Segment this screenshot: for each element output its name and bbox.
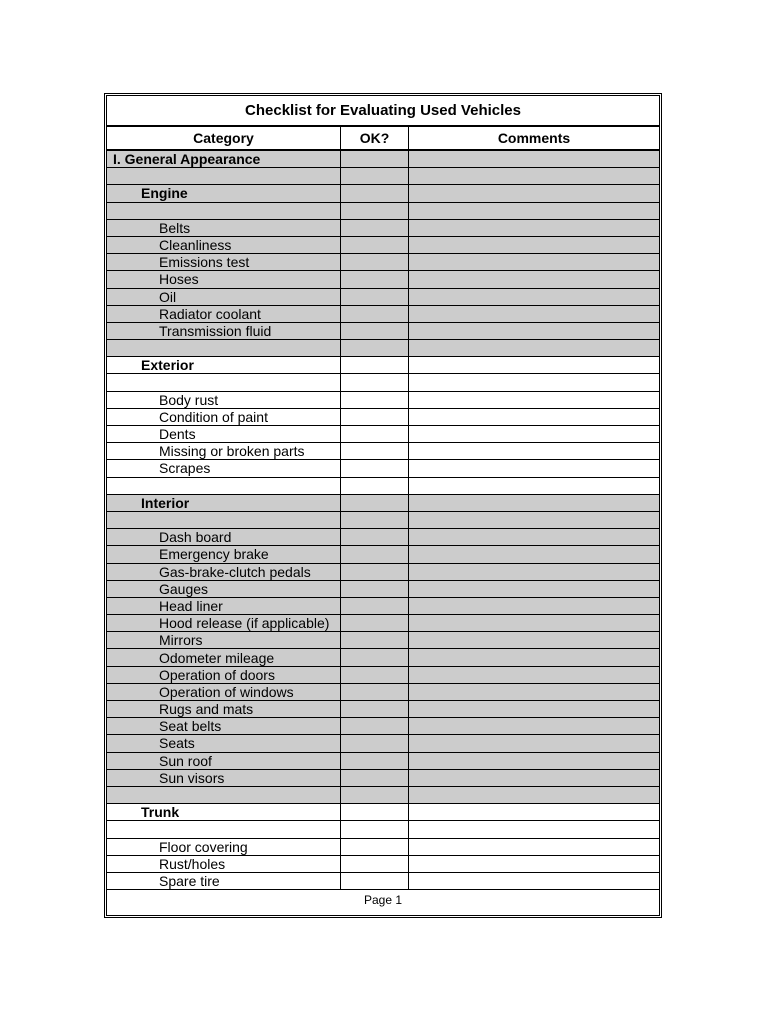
- category-cell: [107, 374, 341, 391]
- category-cell: Exterior: [107, 357, 341, 374]
- category-cell: Radiator coolant: [107, 305, 341, 322]
- comments-cell[interactable]: [409, 236, 660, 253]
- table-row: [107, 580, 659, 597]
- category-cell: Head liner: [107, 597, 341, 614]
- table-row: [107, 288, 659, 305]
- ok-cell[interactable]: [341, 769, 409, 786]
- checklist-rows: [107, 150, 659, 890]
- table-row: [107, 322, 659, 339]
- comments-cell[interactable]: [409, 718, 660, 735]
- ok-cell[interactable]: [341, 408, 409, 425]
- comments-cell[interactable]: [409, 838, 660, 855]
- category-cell: Gauges: [107, 580, 341, 597]
- table-row: [107, 821, 659, 838]
- table-row: [107, 511, 659, 528]
- category-cell: Dash board: [107, 529, 341, 546]
- ok-cell[interactable]: [341, 185, 409, 202]
- table-row: [107, 408, 659, 425]
- category-cell: Engine: [107, 185, 341, 202]
- category-cell: Sun visors: [107, 769, 341, 786]
- table-row: [107, 632, 659, 649]
- category-cell: Mirrors: [107, 632, 341, 649]
- category-cell: I. General Appearance: [107, 150, 341, 168]
- comments-cell[interactable]: [409, 443, 660, 460]
- ok-cell[interactable]: [341, 357, 409, 374]
- comments-cell[interactable]: [409, 529, 660, 546]
- comments-cell[interactable]: [409, 460, 660, 477]
- ok-cell[interactable]: [341, 254, 409, 271]
- table-row: [107, 202, 659, 219]
- table-row: [107, 597, 659, 614]
- checklist-page: [104, 93, 662, 918]
- table-row: [107, 477, 659, 494]
- category-cell: Belts: [107, 219, 341, 236]
- comments-cell[interactable]: [409, 563, 660, 580]
- comments-cell[interactable]: [409, 855, 660, 872]
- ok-cell[interactable]: [341, 838, 409, 855]
- ok-cell[interactable]: [341, 288, 409, 305]
- header-ok: OK?: [341, 127, 409, 150]
- ok-cell[interactable]: [341, 202, 409, 219]
- comments-cell[interactable]: [409, 580, 660, 597]
- comments-cell[interactable]: [409, 271, 660, 288]
- comments-cell[interactable]: [409, 305, 660, 322]
- comments-cell[interactable]: [409, 546, 660, 563]
- table-row: [107, 219, 659, 236]
- comments-cell[interactable]: [409, 168, 660, 185]
- category-cell: Floor covering: [107, 838, 341, 855]
- category-cell: [107, 477, 341, 494]
- category-cell: [107, 821, 341, 838]
- ok-cell[interactable]: [341, 322, 409, 339]
- category-cell: [107, 202, 341, 219]
- ok-cell[interactable]: [341, 563, 409, 580]
- table-row: [107, 340, 659, 357]
- table-row: [107, 683, 659, 700]
- category-cell: Seat belts: [107, 718, 341, 735]
- category-cell: [107, 168, 341, 185]
- ok-cell[interactable]: [341, 597, 409, 614]
- ok-cell[interactable]: [341, 683, 409, 700]
- ok-cell[interactable]: [341, 511, 409, 528]
- table-row: [107, 357, 659, 374]
- category-cell: Oil: [107, 288, 341, 305]
- category-cell: Rugs and mats: [107, 701, 341, 718]
- table-row: [107, 615, 659, 632]
- category-cell: Transmission fluid: [107, 322, 341, 339]
- category-cell: Operation of doors: [107, 666, 341, 683]
- ok-cell[interactable]: [341, 821, 409, 838]
- ok-cell[interactable]: [341, 546, 409, 563]
- ok-cell[interactable]: [341, 855, 409, 872]
- ok-cell[interactable]: [341, 150, 409, 168]
- table-row: [107, 855, 659, 872]
- ok-cell[interactable]: [341, 443, 409, 460]
- comments-cell[interactable]: [409, 322, 660, 339]
- category-cell: Trunk: [107, 804, 341, 821]
- category-cell: [107, 786, 341, 803]
- ok-cell[interactable]: [341, 168, 409, 185]
- table-row: [107, 254, 659, 271]
- category-cell: Dents: [107, 426, 341, 443]
- ok-cell[interactable]: [341, 649, 409, 666]
- ok-cell[interactable]: [341, 426, 409, 443]
- table-row: [107, 752, 659, 769]
- comments-cell[interactable]: [409, 735, 660, 752]
- comments-cell[interactable]: [409, 426, 660, 443]
- ok-cell[interactable]: [341, 529, 409, 546]
- table-row: [107, 443, 659, 460]
- comments-cell[interactable]: [409, 219, 660, 236]
- table-header-row: [107, 127, 659, 150]
- ok-cell[interactable]: [341, 701, 409, 718]
- comments-cell[interactable]: [409, 340, 660, 357]
- category-cell: Scrapes: [107, 460, 341, 477]
- table-row: [107, 735, 659, 752]
- comments-cell[interactable]: [409, 804, 660, 821]
- table-row: [107, 494, 659, 511]
- category-cell: Operation of windows: [107, 683, 341, 700]
- ok-cell[interactable]: [341, 632, 409, 649]
- category-cell: Rust/holes: [107, 855, 341, 872]
- comments-cell[interactable]: [409, 150, 660, 168]
- ok-cell[interactable]: [341, 477, 409, 494]
- comments-cell[interactable]: [409, 632, 660, 649]
- category-cell: Odometer mileage: [107, 649, 341, 666]
- comments-cell[interactable]: [409, 752, 660, 769]
- table-row: [107, 271, 659, 288]
- category-cell: Hoses: [107, 271, 341, 288]
- category-cell: Sun roof: [107, 752, 341, 769]
- ok-cell[interactable]: [341, 786, 409, 803]
- page-title: Checklist for Evaluating Used Vehicles: [107, 96, 659, 127]
- comments-cell[interactable]: [409, 821, 660, 838]
- ok-cell[interactable]: [341, 219, 409, 236]
- table-row: [107, 236, 659, 253]
- comments-cell[interactable]: [409, 185, 660, 202]
- table-row: [107, 546, 659, 563]
- ok-cell[interactable]: [341, 666, 409, 683]
- category-cell: Missing or broken parts: [107, 443, 341, 460]
- category-cell: Emissions test: [107, 254, 341, 271]
- table-row: [107, 168, 659, 185]
- ok-cell[interactable]: [341, 580, 409, 597]
- category-cell: Body rust: [107, 391, 341, 408]
- table-row: [107, 150, 659, 168]
- table-row: [107, 185, 659, 202]
- table-row: [107, 374, 659, 391]
- comments-cell[interactable]: [409, 374, 660, 391]
- ok-cell[interactable]: [341, 460, 409, 477]
- comments-cell[interactable]: [409, 666, 660, 683]
- table-row: [107, 718, 659, 735]
- table-row: [107, 391, 659, 408]
- ok-cell[interactable]: [341, 494, 409, 511]
- comments-cell[interactable]: [409, 254, 660, 271]
- category-cell: Seats: [107, 735, 341, 752]
- category-cell: Hood release (if applicable): [107, 615, 341, 632]
- ok-cell[interactable]: [341, 271, 409, 288]
- ok-cell[interactable]: [341, 615, 409, 632]
- comments-cell[interactable]: [409, 477, 660, 494]
- table-row: [107, 563, 659, 580]
- ok-cell[interactable]: [341, 718, 409, 735]
- ok-cell[interactable]: [341, 340, 409, 357]
- page-number: Page 1: [363, 893, 403, 907]
- comments-cell[interactable]: [409, 357, 660, 374]
- comments-cell[interactable]: [409, 701, 660, 718]
- table-row: [107, 305, 659, 322]
- comments-cell[interactable]: [409, 597, 660, 614]
- table-row: [107, 804, 659, 821]
- ok-cell[interactable]: [341, 804, 409, 821]
- ok-cell[interactable]: [341, 236, 409, 253]
- category-cell: Spare tire: [107, 872, 341, 889]
- comments-cell[interactable]: [409, 649, 660, 666]
- ok-cell[interactable]: [341, 305, 409, 322]
- header-comments: Comments: [409, 127, 660, 150]
- comments-cell[interactable]: [409, 769, 660, 786]
- category-cell: Cleanliness: [107, 236, 341, 253]
- ok-cell[interactable]: [341, 374, 409, 391]
- comments-cell[interactable]: [409, 202, 660, 219]
- table-row: [107, 838, 659, 855]
- category-cell: Gas-brake-clutch pedals: [107, 563, 341, 580]
- ok-cell[interactable]: [341, 735, 409, 752]
- category-cell: [107, 511, 341, 528]
- comments-cell[interactable]: [409, 408, 660, 425]
- comments-cell[interactable]: [409, 494, 660, 511]
- comments-cell[interactable]: [409, 288, 660, 305]
- checklist-table: [107, 127, 659, 890]
- table-row: [107, 701, 659, 718]
- table-row: [107, 426, 659, 443]
- comments-cell[interactable]: [409, 683, 660, 700]
- ok-cell[interactable]: [341, 752, 409, 769]
- table-row: [107, 460, 659, 477]
- category-cell: [107, 340, 341, 357]
- table-row: [107, 786, 659, 803]
- comments-cell[interactable]: [409, 786, 660, 803]
- table-row: [107, 769, 659, 786]
- category-cell: Interior: [107, 494, 341, 511]
- category-cell: Emergency brake: [107, 546, 341, 563]
- header-category: Category: [107, 127, 341, 150]
- comments-cell[interactable]: [409, 391, 660, 408]
- table-row: [107, 649, 659, 666]
- comments-cell[interactable]: [409, 511, 660, 528]
- table-row: [107, 529, 659, 546]
- ok-cell[interactable]: [341, 391, 409, 408]
- category-cell: Condition of paint: [107, 408, 341, 425]
- comments-cell[interactable]: [409, 615, 660, 632]
- table-row: [107, 666, 659, 683]
